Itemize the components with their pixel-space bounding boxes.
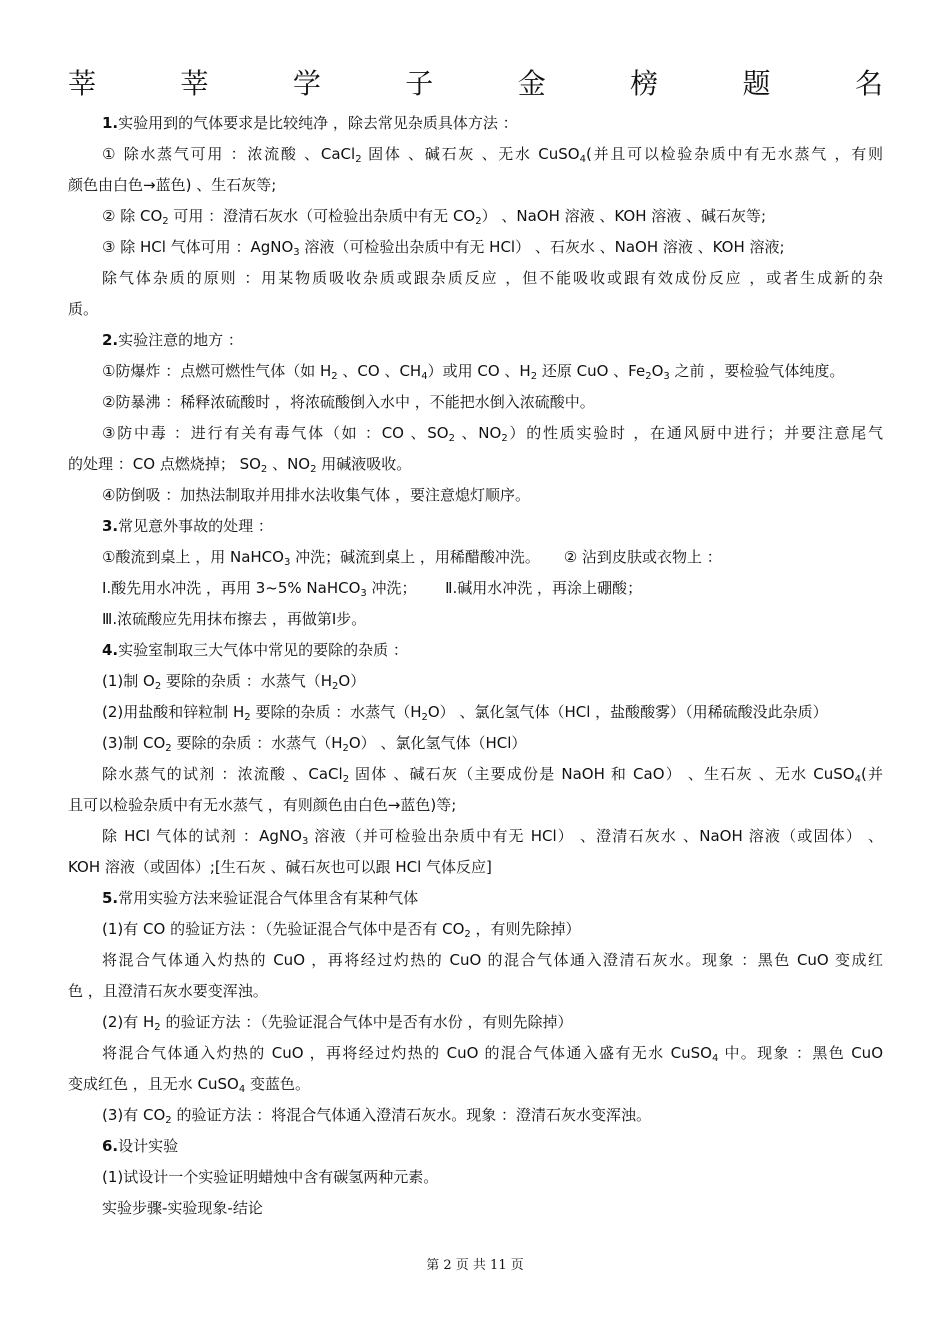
text-line: (1)有 CO 的验证方法 ：（先验证混合气体中是否有 $CO_2$ ，有则先除掉）	[102, 920, 581, 940]
header-char: 榜	[630, 67, 659, 100]
text-line: ④防倒吸 ：加热法制取并用排水法收集气体 ，要注意熄灯顺序。	[102, 486, 530, 504]
text-line: ②防暴沸 ：稀释浓硫酸时 ，将浓硫酸倒入水中 ，不能把水倒入浓硫酸中。	[102, 393, 595, 411]
text-line: 6.设计实验	[102, 1137, 179, 1155]
text-line: 5.常用实验方法来验证混合气体里含有某种气体	[102, 889, 419, 907]
header-char: 金	[517, 67, 546, 100]
page-footer: 第 2 页 共 11 页	[426, 1258, 524, 1273]
text-line: Ⅰ.酸先用水冲洗 ，再用 3~5% NaHCO$_3$ 冲洗； Ⅱ.碱用水冲洗 ，再涂上硼酸；	[102, 579, 643, 599]
text-line: KOH 溶液（或固体）;[生石灰 、碱石灰也可以跟 HCl 气体反应]	[68, 858, 492, 876]
text-line: 且可以检验杂质中有无水蒸气 ，有则颜色由白色→蓝色)等;	[68, 796, 457, 814]
text-line: ② 除 $CO_2$ 可用 ：澄清石灰水（可检验出杂质中有无 $CO_2$） 、NaOH 溶液 、KOH 溶液 、碱石灰等;	[102, 207, 767, 227]
text-line: 除气体杂质的原则 ：用某物质吸收杂质或跟杂质反应 ，但不能吸收或跟有效成份反应 ，或者生成新的杂	[102, 269, 883, 287]
header-char: 莘	[68, 67, 97, 100]
text-line: 除水蒸气的试剂 ：浓流酸 、CaCl$_2$ 固体 、碱石灰（主要成份是 NaOH 和 CaO） 、生石灰 、无水 CuSO$_4$(并	[102, 765, 883, 785]
text-line: (1)试设计一个实验证明蜡烛中含有碳氢两种元素。	[102, 1168, 439, 1186]
text-line: (2)用盐酸和锌粒制 $H_2$ 要除的杂质 ：水蒸气$(H_2O)$ 、氯化氢气体（HCl ，盐酸酸雾）（用稀硫酸没此杂质）	[102, 703, 828, 723]
document-body	[68, 108, 883, 1224]
page-header	[68, 62, 883, 102]
text-line: 1.实验用到的气体要求是比较纯净 ，除去常见杂质具体方法 ：	[102, 114, 518, 132]
text-line: ①酸流到桌上 ，用 NaHCO$_3$ 冲洗；碱流到桌上 ，用稀醋酸冲洗。 ② 沾到皮肤或衣物上 ：	[102, 548, 722, 568]
text-line: 的处理 ：CO 点燃烧掉； $SO_2$ 、$NO_2$ 用碱液吸收。	[68, 455, 412, 475]
text-line: 将混合气体通入灼热的 CuO ，再将经过灼热的 CuO 的混合气体通入盛有无水 CuSO$_4$ 中。现象 ：黑色 CuO	[102, 1044, 883, 1064]
text-line: 2.实验注意的地方 ：	[102, 331, 243, 349]
text-line: ①防爆炸 ：点燃可燃性气体（如 $H_2$ 、CO 、$CH_4$）或用 CO 、$H_2$ 还原 CuO 、$Fe_2O_3$ 之前 ，要检验气体纯度。	[102, 362, 845, 382]
text-line: 将混合气体通入灼热的 CuO ，再将经过灼热的 CuO 的混合气体通入澄清石灰水。现象 ：黑色 CuO 变成红	[102, 951, 883, 969]
text-line: (3)有 $CO_2$ 的验证方法 ：将混合气体通入澄清石灰水。现象 ：澄清石灰水变浑浊。	[102, 1106, 651, 1126]
text-line: Ⅲ.浓硫酸应先用抹布擦去 ，再做第Ⅰ步。	[102, 610, 367, 628]
text-line: (2)有 $H_2$ 的验证方法 ：（先验证混合气体中是否有水份 ，有则先除掉）	[102, 1013, 573, 1033]
header-char: 题	[742, 67, 771, 100]
header-char: 名	[854, 67, 883, 100]
text-line: 3.常见意外事故的处理 ：	[102, 517, 273, 535]
text-line: 实验步骤-实验现象-结论	[102, 1199, 263, 1217]
header-char: 莘	[180, 67, 209, 100]
header-char: 学	[292, 67, 321, 100]
header-char: 子	[405, 67, 434, 100]
text-line: ③防中毒 ：进行有关有毒气体（如 ：CO 、$SO_2$ 、$NO_2$）的性质实验时 ，在通风厨中进行；并要注意尾气	[102, 424, 883, 444]
text-line: 4.实验室制取三大气体中常见的要除的杂质 ：	[102, 641, 408, 659]
text-line: 颜色由白色→蓝色) 、生石灰等;	[68, 176, 277, 194]
text-line: (1)制 $O_2$ 要除的杂质 ：水蒸气$(H_2O)$	[102, 672, 366, 692]
text-line: 变成红色 ，且无水 CuSO$_4$ 变蓝色。	[68, 1075, 311, 1095]
text-line: 质。	[68, 300, 99, 318]
text-line: ③ 除 HCl 气体可用 ：AgNO$_3$ 溶液（可检验出杂质中有无 HCl） 、石灰水 、NaOH 溶液 、KOH 溶液;	[102, 238, 785, 258]
text-line: ① 除水蒸气可用 ：浓流酸 、CaCl$_2$ 固体 、碱石灰 、无水 CuSO$_4$(并且可以检验杂质中有无水蒸气 ，有则	[102, 145, 883, 165]
text-line: 色 ，且澄清石灰水要变浑浊。	[68, 982, 268, 1000]
text-line: (3)制 $CO_2$ 要除的杂质 ：水蒸气$(H_2O)$ 、氯化氢气体（HCl）	[102, 734, 527, 754]
text-line: 除 HCl 气体的试剂 ：AgNO$_3$ 溶液（并可检验出杂质中有无 HCl） 、澄清石灰水 、NaOH 溶液（或固体） 、	[102, 827, 883, 847]
